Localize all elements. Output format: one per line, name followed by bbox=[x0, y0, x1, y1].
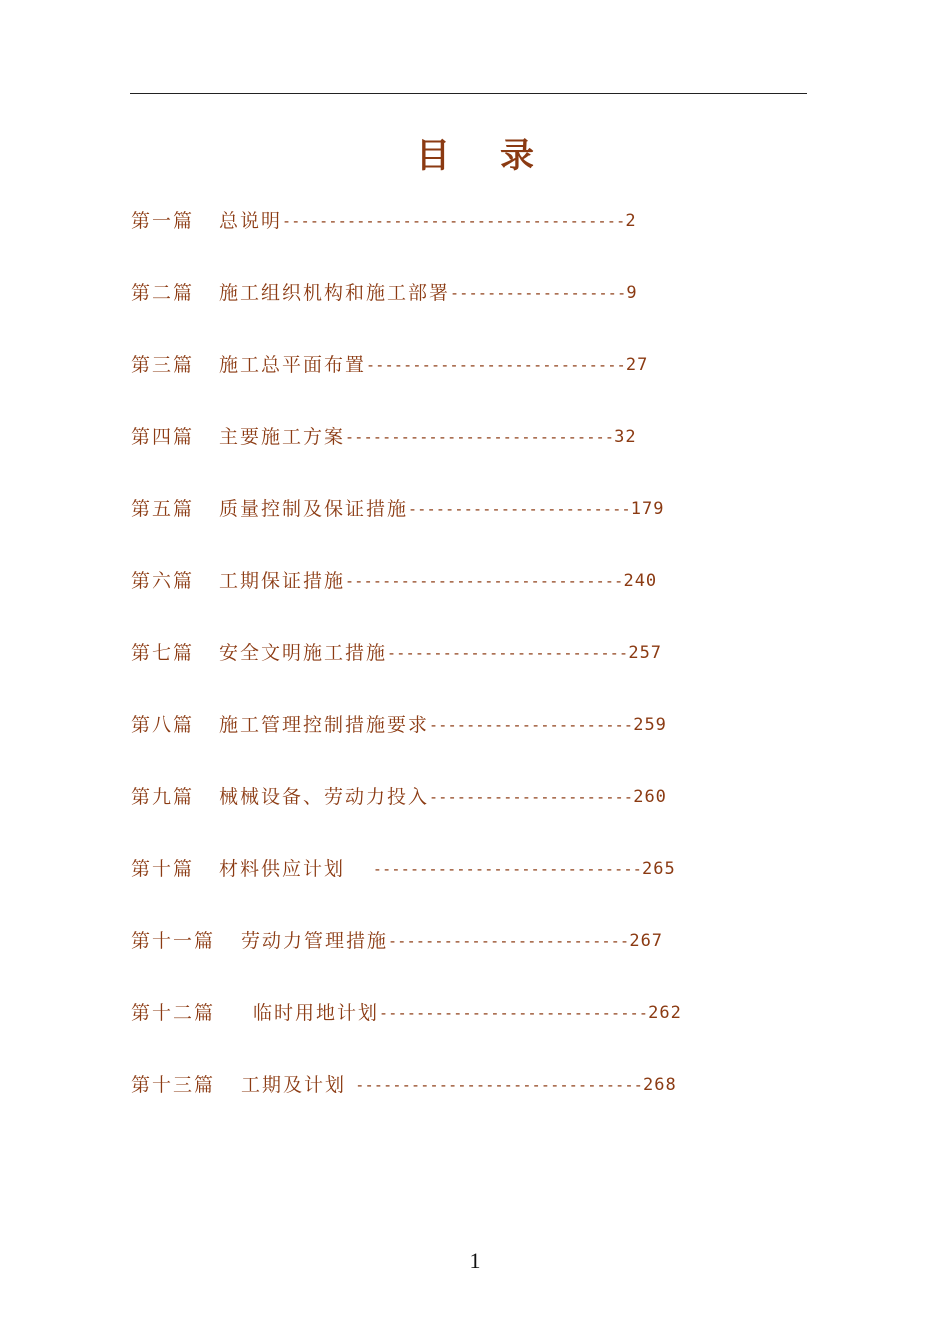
toc-entry[interactable] bbox=[131, 710, 667, 740]
toc-part-label: 第九篇 bbox=[131, 786, 195, 808]
toc-leader: ------------------- bbox=[450, 284, 627, 302]
toc-leader: -------------------------- bbox=[388, 932, 630, 950]
toc-title: 施工管理控制措施要求 bbox=[219, 714, 430, 736]
toc-entry[interactable] bbox=[131, 278, 638, 308]
toc-title: 材料供应计划 bbox=[219, 858, 346, 880]
toc-title: 临时用地计划 bbox=[253, 1002, 380, 1024]
toc-title: 主要施工方案 bbox=[219, 426, 346, 448]
toc-leader: ---------------------- bbox=[429, 788, 634, 806]
toc-title: 工期保证措施 bbox=[219, 570, 346, 592]
toc-part-label: 第一篇 bbox=[131, 210, 195, 232]
toc-entry[interactable] bbox=[131, 494, 664, 524]
toc-leader: ------------------------------- bbox=[346, 1076, 643, 1094]
page-title bbox=[0, 128, 950, 177]
toc-page-number: 268 bbox=[643, 1075, 677, 1095]
toc-title: 施工总平面布置 bbox=[219, 354, 367, 376]
title-char-1: 目 bbox=[416, 136, 450, 176]
toc-part-label: 第十一篇 bbox=[131, 930, 216, 952]
toc-page-number: 32 bbox=[614, 427, 637, 447]
toc-page-number: 262 bbox=[648, 1003, 682, 1023]
toc-leader: ------------------------------ bbox=[345, 572, 624, 590]
toc-entry[interactable] bbox=[131, 782, 667, 812]
toc-part-label: 第十篇 bbox=[131, 858, 195, 880]
toc-page-number: 2 bbox=[625, 211, 637, 231]
toc-page-number: 257 bbox=[628, 643, 663, 663]
toc-page-number: 265 bbox=[642, 859, 676, 879]
toc-page-number: 260 bbox=[633, 787, 667, 807]
toc-entry[interactable] bbox=[131, 998, 682, 1028]
toc-page-number: 267 bbox=[629, 931, 664, 951]
toc-title: 质量控制及保证措施 bbox=[219, 498, 409, 520]
toc-part-label: 第十二篇 bbox=[131, 1002, 216, 1024]
toc-title: 总说明 bbox=[219, 210, 283, 232]
toc-part-label: 第二篇 bbox=[131, 282, 195, 304]
toc-title: 劳动力管理措施 bbox=[241, 930, 389, 952]
toc-page-number: 179 bbox=[630, 499, 665, 519]
toc-part-label: 第十三篇 bbox=[131, 1074, 216, 1096]
toc-part-label: 第六篇 bbox=[131, 570, 195, 592]
toc-title: 械械设备、劳动力投入 bbox=[219, 786, 430, 808]
toc-leader: -------------------------- bbox=[387, 644, 629, 662]
toc-entry[interactable] bbox=[131, 854, 676, 884]
toc-entry[interactable] bbox=[131, 206, 637, 236]
toc-leader: ----------------------------- bbox=[345, 860, 642, 878]
toc-entry[interactable] bbox=[131, 350, 648, 380]
toc-leader: ---------------------------- bbox=[366, 356, 626, 374]
toc-leader: ----------------------------- bbox=[345, 428, 615, 446]
page-number: 1 bbox=[469, 1248, 481, 1273]
toc-title: 安全文明施工措施 bbox=[219, 642, 388, 664]
toc-title: 施工组织机构和施工部署 bbox=[219, 282, 451, 304]
toc-part-label: 第四篇 bbox=[131, 426, 195, 448]
toc-entry[interactable] bbox=[131, 566, 657, 596]
toc-part-label: 第三篇 bbox=[131, 354, 195, 376]
toc-part-label: 第八篇 bbox=[131, 714, 195, 736]
toc-title: 工期及计划 bbox=[241, 1074, 347, 1096]
toc-leader: ----------------------------- bbox=[379, 1004, 649, 1022]
toc-page-number: 240 bbox=[623, 571, 658, 591]
toc-page-number: 27 bbox=[625, 355, 649, 375]
toc-leader: ------------------------------------- bbox=[282, 212, 626, 230]
title-char-2: 录 bbox=[500, 136, 534, 176]
header-rule bbox=[130, 93, 807, 94]
toc-page-number: 259 bbox=[633, 715, 667, 735]
toc-entry[interactable] bbox=[131, 638, 662, 668]
toc-entry[interactable] bbox=[131, 1070, 677, 1100]
toc-entry[interactable] bbox=[131, 422, 637, 452]
toc-leader: ---------------------- bbox=[429, 716, 634, 734]
toc-part-label: 第五篇 bbox=[131, 498, 195, 520]
toc-leader: ------------------------ bbox=[408, 500, 631, 518]
toc-part-label: 第七篇 bbox=[131, 642, 195, 664]
toc-entry[interactable] bbox=[131, 926, 663, 956]
toc-page-number: 9 bbox=[626, 283, 638, 303]
